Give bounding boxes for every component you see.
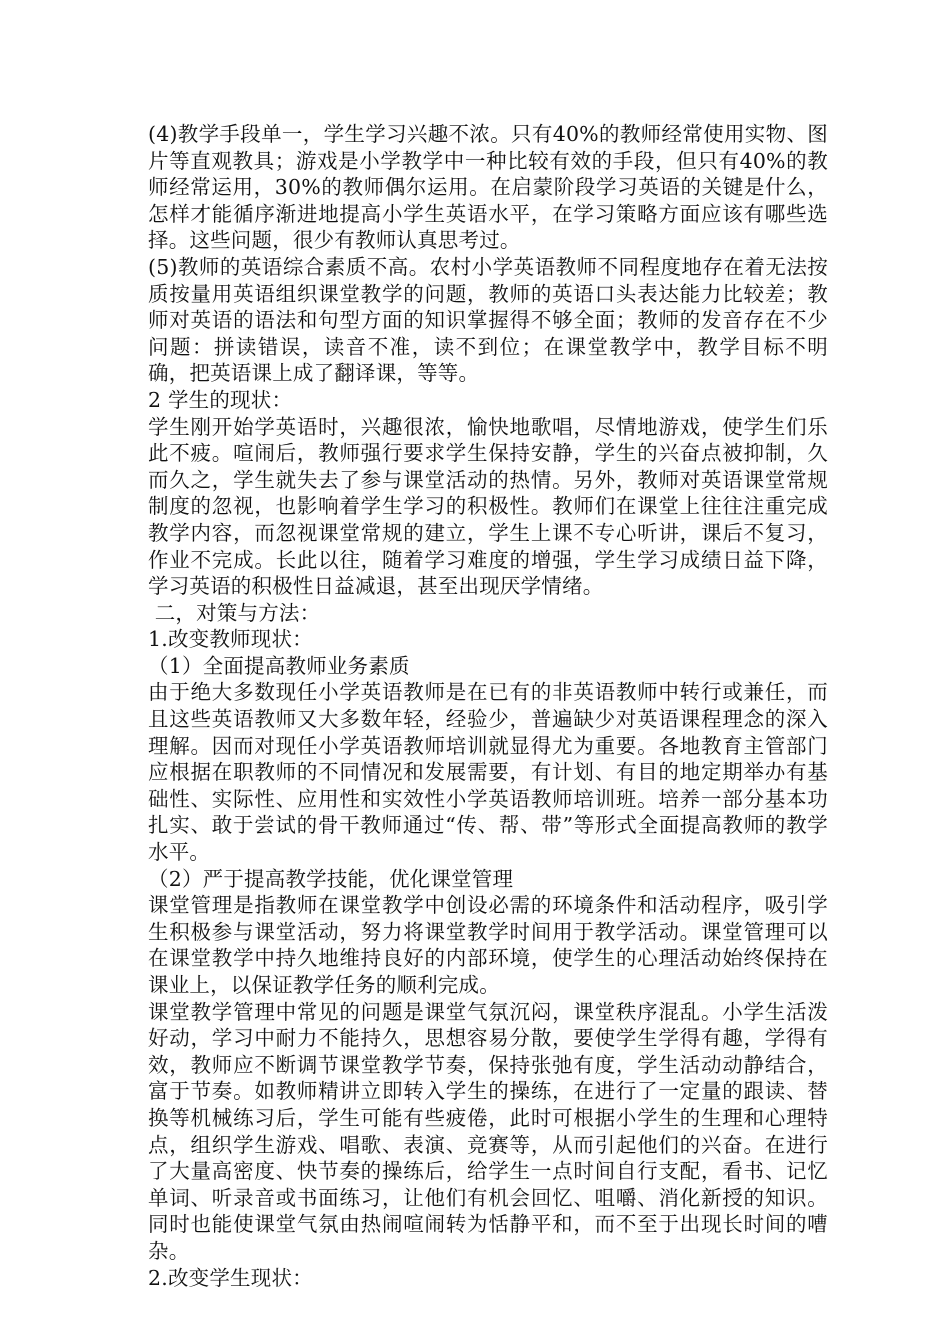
paragraph-classroom-management-definition: 课堂管理是指教师在课堂教学中创设必需的环境条件和活动程序，吸引学生积极参与课堂活动，努力将课堂教学时间用于教学活动。课堂管理可以在课堂教学中持久地维持良好的内部环境，使学生的心理活动始终保持在课业上，以保证教学任务的顺利完成。 (148, 893, 828, 997)
paragraph-teaching-methods: (4)教学手段单一，学生学习兴趣不浓。只有40%的教师经常使用实物、图片等直观教具；游戏是小学教学中一种比较有效的手段，但只有40%的教师经常运用，30%的教师偶尔运用。在启蒙阶段学习英语的关键是什么，怎样才能循序渐进地提高小学生英语水平，在学习策略方面应该有哪些选择。这些问题，很少有教师认真思考过。 (148, 122, 828, 253)
heading-student-status: 2 学生的现状： (148, 387, 293, 412)
paragraph-classroom-management-problems: 课堂教学管理中常见的问题是课堂气氛沉闷，课堂秩序混乱。小学生活泼好动，学习中耐力不能持久，思想容易分散，要使学生学得有趣，学得有效，教师应不断调节课堂教学节奏，保持张弛有度，学生活动动静结合，富于节奏。如教师精讲立即转入学生的操练，在进行了一定量的跟读、替换等机械练习后，学生可能有些疲倦，此时可根据小学生的生理和心理特点，组织学生游戏、唱歌、表演、竞赛等，从而引起他们的兴奋。在进行了大量高密度、快节奏的操练后，给学生一点时间自行支配，看书、记忆单词、听录音或书面练习，让他们有机会回忆、咀嚼、消化新授的知识。同时也能使课堂气氛由热闹喧闹转为恬静平和，而不至于出现长时间的嘈杂。 (148, 999, 828, 1263)
document-body (148, 121, 828, 1291)
subheading-classroom-management: （2）严于提高教学技能，优化课堂管理 (148, 866, 514, 891)
heading-change-student-status: 2.改变学生现状： (148, 1265, 313, 1290)
paragraph-teacher-quality: (5)教师的英语综合素质不高。农村小学英语教师不同程度地存在着无法按质按量用英语组织课堂教学的问题，教师的英语口头表达能力比较差；教师对英语的语法和句型方面的知识掌握得不够全面；教师的发音存在不少问题：拼读错误，读音不准，读不到位；在课堂教学中，教学目标不明确，把英语课上成了翻译课，等等。 (148, 254, 828, 386)
heading-change-teacher-status: 1.改变教师现状： (148, 627, 313, 652)
paragraph-teacher-training: 由于绝大多数现任小学英语教师是在已有的非英语教师中转行或兼任，而且这些英语教师又大多数年轻，经验少，普遍缺少对英语课程理念的深入理解。因而对现任小学英语教师培训就显得尤为重要。各地教育主管部门应根据在职教师的不同情况和发展需要，有计划、有目的地定期举办有基础性、实际性、应用性和实效性小学英语教师培训班。培养一部分基本功扎实、敢于尝试的骨干教师通过“传、帮、带”等形式全面提高教师的教学水平。 (148, 680, 828, 865)
subheading-improve-teacher-quality: （1）全面提高教师业务素质 (148, 653, 410, 678)
paragraph-student-status: 学生刚开始学英语时，兴趣很浓，愉快地歌唱，尽情地游戏，使学生们乐此不疲。喧闹后，教师强行要求学生保持安静，学生的兴奋点被抑制，久而久之，学生就失去了参与课堂活动的热情。另外，教师对英语课堂常规制度的忽视，也影响着学生学习的积极性。教师们在课堂上往往注重完成教学内容，而忽视课堂常规的建立，学生上课不专心听讲，课后不复习，作业不完成。长此以往，随着学习难度的增强，学生学习成绩日益下降，学习英语的积极性日益减退，甚至出现厌学情绪。 (148, 414, 828, 599)
heading-countermeasures: 二，对策与方法： (148, 600, 321, 625)
